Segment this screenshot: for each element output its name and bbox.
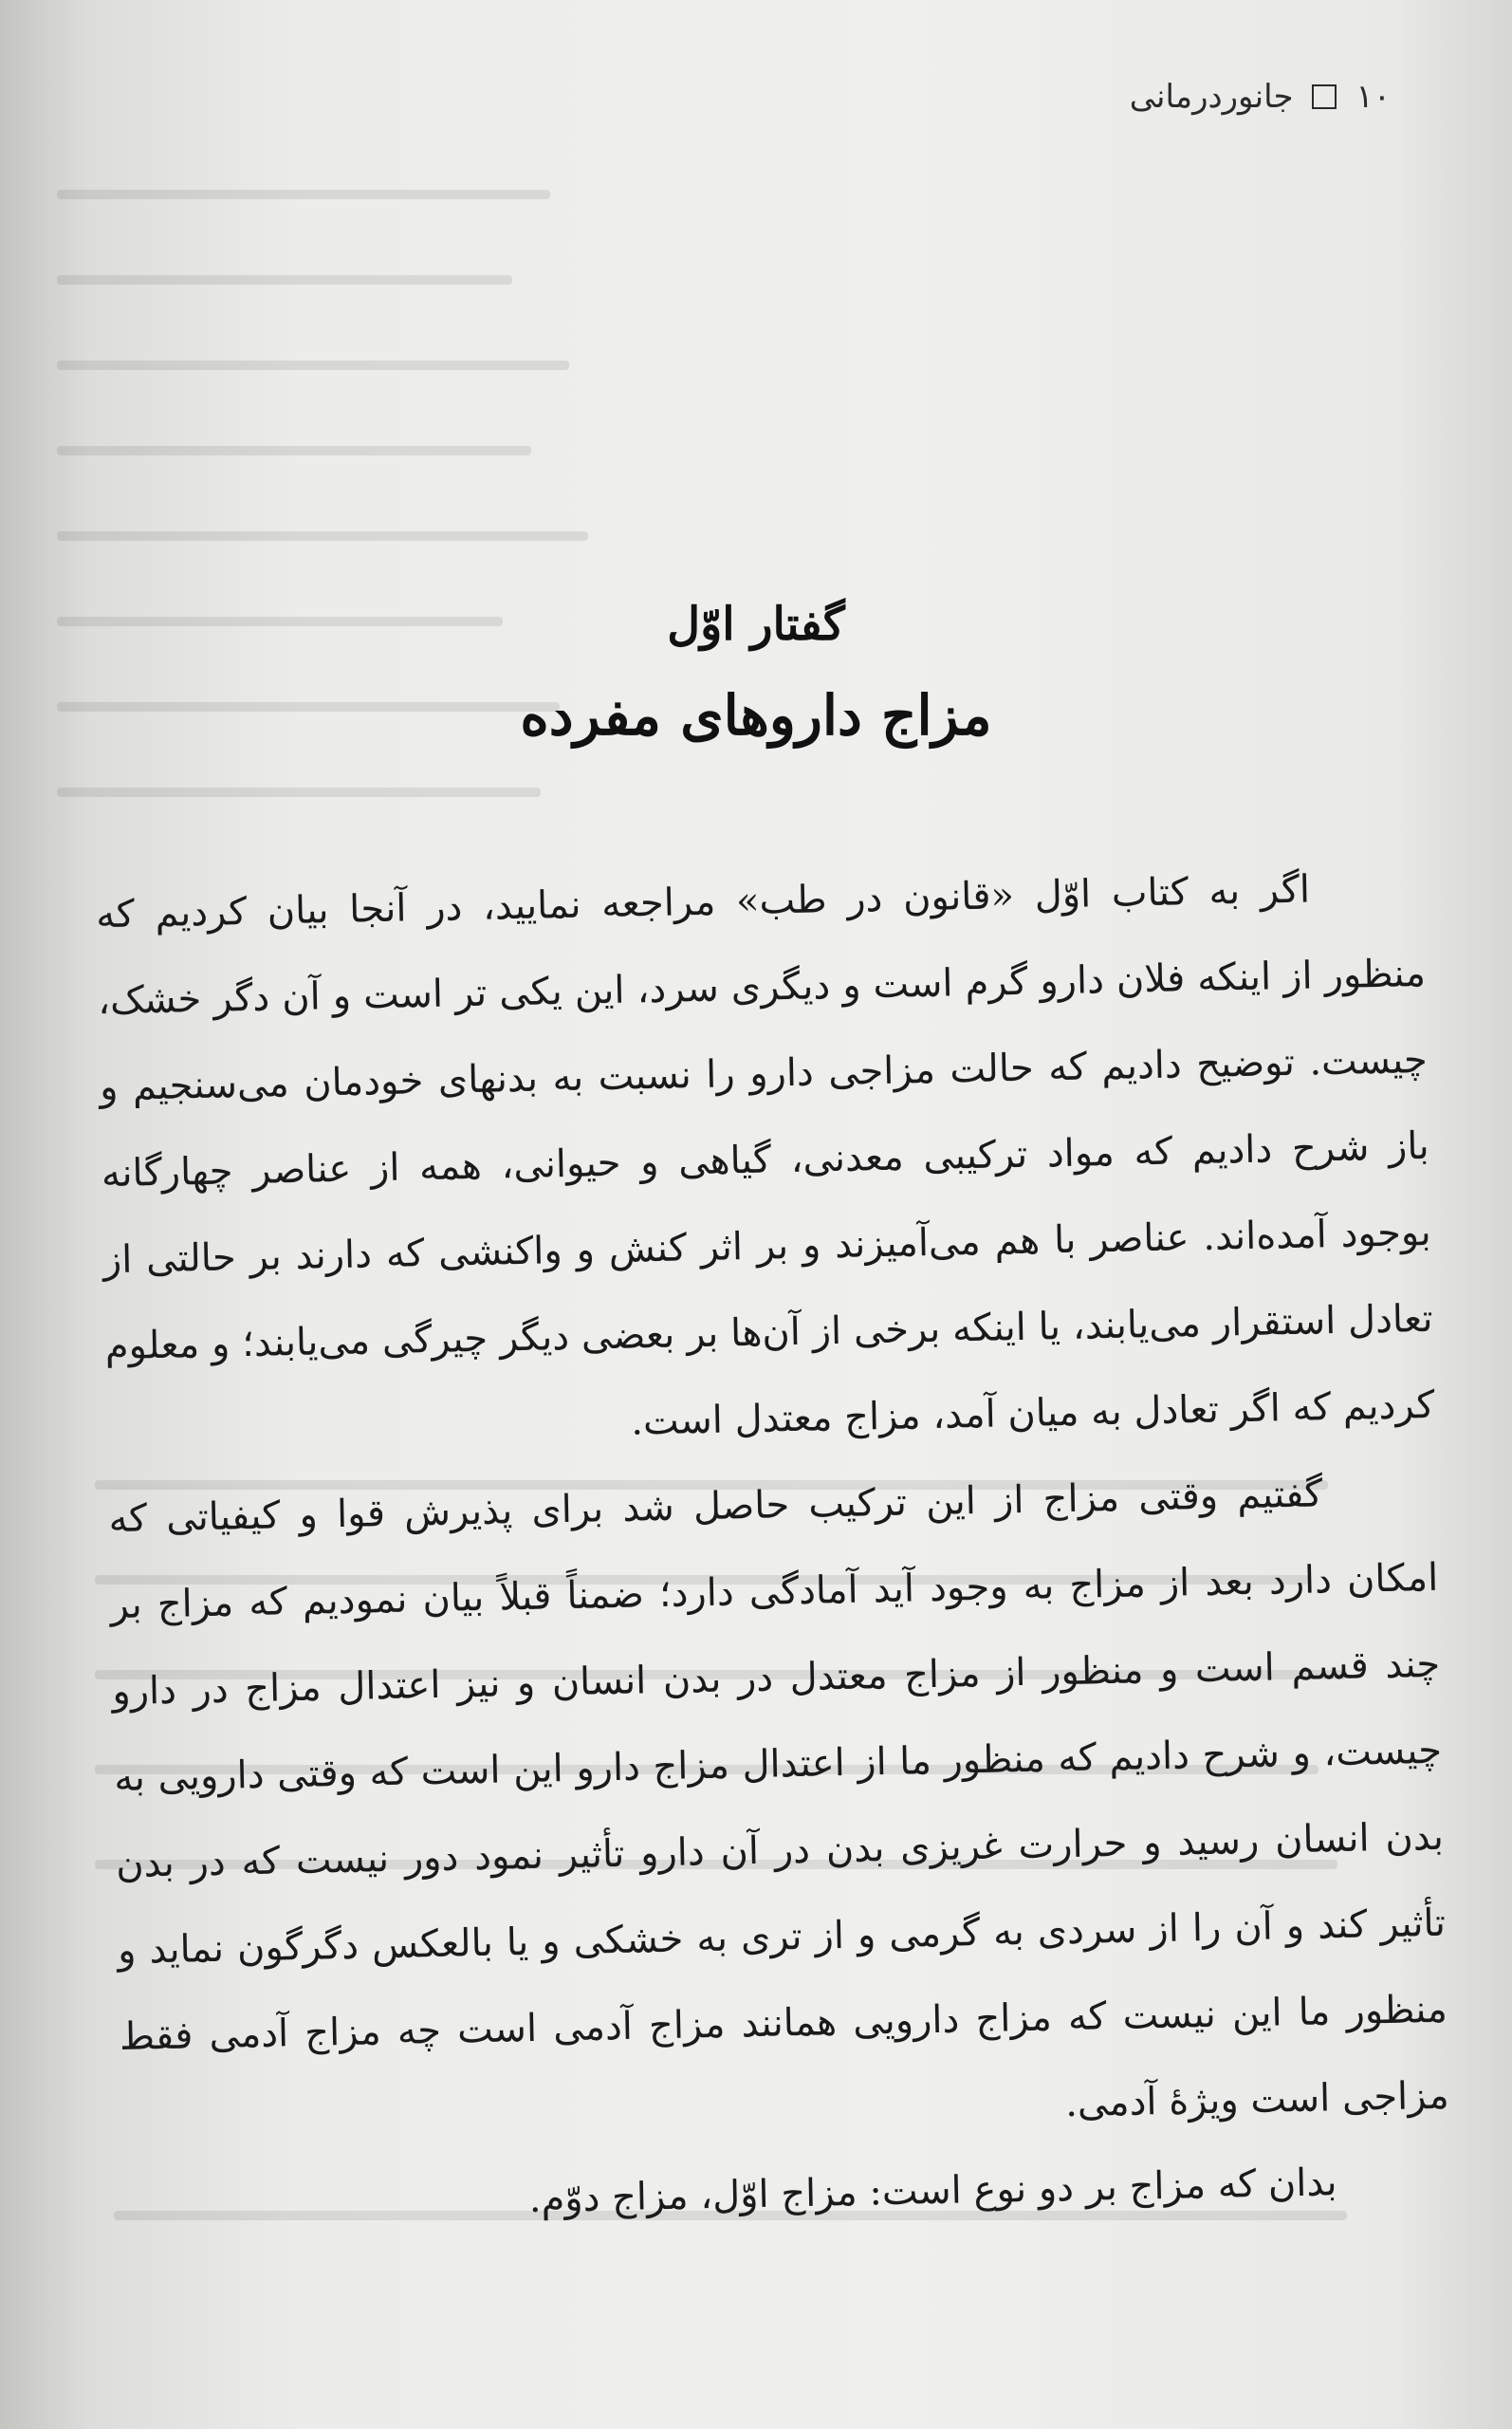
chapter-subtitle: مزاج داروهای مفرده xyxy=(520,683,992,748)
paragraph: اگر به کتاب اوّل «قانون در طب» مراجعه نمایید، در آنجا بیان کردیم که منظور از اینکه فلان دارو گرم است و دیگری سرد، این یکی تر است و آن دگر خشک، چیست. توضیح دادیم که حالت مزاجی دارو را نسبت به بدنهای خودمان می‌سنجیم و باز شرح دادیم که مواد ترکیبی معدنی، گیاهی و حیوانی، همه از عناصر چهارگانه بوجود آمده‌اند. عناصر با هم می‌آمیزند و بر اثر کنش و واکنشی که دارند بر حالتی از تعادل استقرار می‌یابند، یا اینکه برخی از آن‌ها بر بعضی دیگر چیرگی می‌یابند؛ و معلوم کردیم که اگر تعادل به میان آمد، مزاج معتدل است. xyxy=(95,867,1435,1444)
body-text xyxy=(95,844,1451,2249)
separator-square-icon xyxy=(1312,84,1337,109)
running-head xyxy=(1130,78,1391,116)
paragraph: گفتیم وقتی مزاج از این ترکیب حاصل شد برای پذیرش قوا و کیفیاتی که امکان دارد بعد از مزاج به وجود آید آمادگی دارد؛ ضمناً قبلاً بیان نمودیم که مزاج بر چند قسم است و منظور از مزاج معتدل در بدن انسان و نیز اعتدال مزاج در دارو چیست، و شرح دادیم که منظور ما از اعتدال مزاج دارو این است که وقتی دارویی به بدن انسان رسید و حرارت غریزی بدن در آن دارو تأثیر نمود دور نیست که در بدن تأثیر کند و آن را از سردی به گرمی و از تری به خشکی و یا بالعکس دگرگون نماید و منظور ما این نیست که مزاج دارویی همانند مزاج آدمی است چه مزاج آدمی فقط مزاجی است ویژهٔ آدمی. xyxy=(108,1472,1450,2126)
page-number: ۱۰ xyxy=(1355,78,1391,116)
book-title: جانوردرمانی xyxy=(1129,78,1294,116)
paragraph: بدان که مزاج بر دو نوع است: مزاج اوّل، مزاج دوّم. xyxy=(528,2160,1337,2222)
chapter-title: گفتار اوّل xyxy=(667,598,845,651)
